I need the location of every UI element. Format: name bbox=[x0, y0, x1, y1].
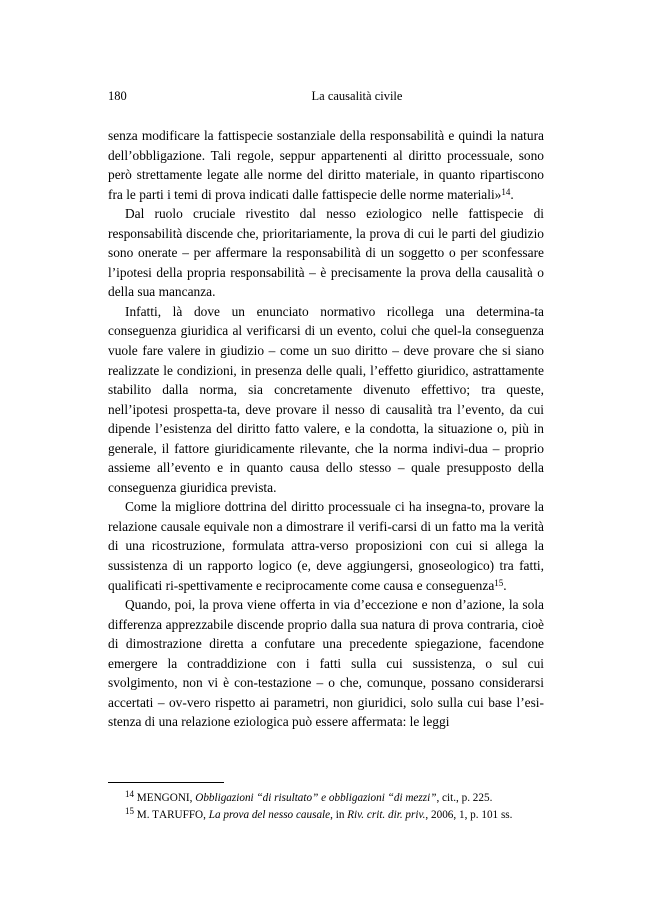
italic-title: La prova del nesso causale bbox=[208, 808, 331, 821]
paragraph bbox=[108, 595, 544, 732]
text-run: , 2006, 1, p. 101 ss. bbox=[425, 808, 513, 821]
footnotes bbox=[108, 782, 544, 823]
paragraph bbox=[108, 204, 544, 302]
text-run: M. T bbox=[136, 808, 159, 821]
text-run: M bbox=[136, 792, 147, 804]
text-run: , bbox=[189, 792, 196, 804]
text-run: senza modificare la fattispecie sostanziale della responsabilità e quindi la natura dell’obbligazione. Tali regole, seppur appartenenti al diritto processuale, sono però strettamente legate alle norme del diritto materiale, in quanto ripartiscono fra le parti i temi di prova indicati dalle fattispecie delle norme materiali» bbox=[108, 128, 544, 202]
text-run: Infatti, là dove un enunciato normativo ricollega una determina-ta conseguenza giuridica al verificarsi di un evento, colui che quel-la conseguenza vuole fare valere in giudizio – come un suo diritto – deve provare che si siano realizzate le condizioni, in presenza delle quali, l’effetto giuridico, astrattamente stabilito dalla norma, sia concretamente divenuto effettivo; tra queste, nell’ipotesi prospetta-ta, deve provare il nesso di causalità tra l’evento, da cui dipende l’esistenza del diritto fatto valere, e la condotta, la situazione o, più in generale, il fattore giuridicamente rilevante, che la norma indivi-dua – proprio assieme all’evento e in quanto causa dello stesso – quale presupposto della conseguenza giuridica prevista. bbox=[108, 303, 544, 495]
footnote-marker: 14 bbox=[125, 789, 134, 800]
italic-title: Riv. crit. dir. priv. bbox=[347, 808, 426, 821]
text-run: Quando, poi, la prova viene offerta in via d’eccezione e non d’azione, la sola differenza apprezzabile discende proprio dalla sua natura di prova contraria, cioè di dimostrazione diretta a confutare una precedente spiegazione, facendone emergere la contraddizione con i fatti sulla cui sussistenza, o sul cui svolgimento, non vi è con-testazione – o che, comunque, possano considerarsi accertati – ov-vero rispetto ai parametri, non giuridici, solo sulla cui base l’esi-stenza di una relazione eziologica può essere affermata: le leggi bbox=[108, 597, 544, 730]
page-header bbox=[108, 88, 544, 104]
paragraph bbox=[108, 302, 544, 497]
paragraph bbox=[108, 497, 544, 595]
italic-title: Obbligazioni “di risultato” e obbligazioni “di mezzi” bbox=[195, 792, 437, 804]
running-title: La causalità civile bbox=[311, 89, 403, 103]
footnote-marker: 15 bbox=[125, 805, 134, 816]
footnote-reference: 15 bbox=[494, 577, 504, 588]
small-caps-name: ENGONI bbox=[146, 792, 190, 804]
text-run: Dal ruolo cruciale rivestito dal nesso eziologico nelle fattispecie di responsabilità discende che, prioritariamente, la prova di cui le parti del giudizio sono onerate – per affermare la responsabilità di un soggetto o per sconfessare l’ipotesi della propria responsabilità – è precisamente la prova della causalità o della sua mancanza. bbox=[108, 206, 544, 300]
text-run: , bbox=[203, 808, 209, 821]
footnote bbox=[108, 790, 544, 807]
footnote-reference: 14 bbox=[501, 186, 511, 197]
text-run: , cit., p. 225. bbox=[436, 792, 493, 804]
page-number: 180 bbox=[108, 89, 127, 103]
footnote bbox=[108, 807, 544, 824]
text-run: , in bbox=[330, 808, 348, 821]
body-text bbox=[108, 126, 544, 732]
text-run: . bbox=[510, 186, 514, 202]
small-caps-name: ARUFFO bbox=[158, 808, 204, 821]
text-run: Come la migliore dottrina del diritto processuale ci ha insegna-to, provare la relazione causale equivale non a dimostrare il verifi-carsi di un fatto ma la verità di una ricostruzione, formulata attra-verso proposizioni con cui si allega la sussistenza di un rapporto logico (e, deve aggiungersi, gnoseologico) tra fatti, qualificati ri-spettivamente e reciprocamente come causa e conseguenza bbox=[108, 499, 544, 593]
footnote-separator bbox=[108, 782, 224, 783]
paragraph bbox=[108, 126, 544, 204]
text-run: . bbox=[503, 577, 507, 593]
